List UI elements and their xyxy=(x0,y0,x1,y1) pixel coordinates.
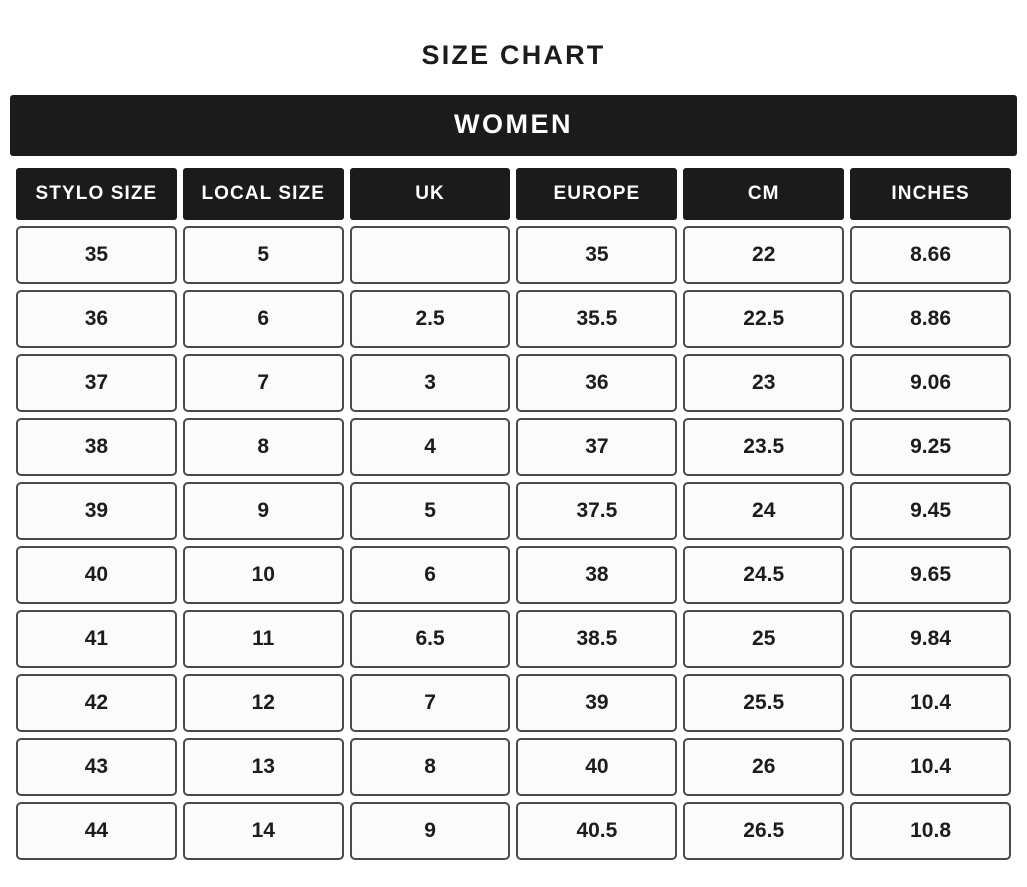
table-row xyxy=(16,802,1011,860)
cell-cm: 26.5 xyxy=(683,802,844,860)
table-row xyxy=(16,354,1011,412)
cell-stylo-size: 35 xyxy=(16,226,177,284)
cell-europe: 38 xyxy=(516,546,677,604)
table-row xyxy=(16,546,1011,604)
cell-inches: 8.86 xyxy=(850,290,1011,348)
table-row xyxy=(16,674,1011,732)
cell-europe: 37 xyxy=(516,418,677,476)
table-row xyxy=(16,738,1011,796)
cell-cm: 24 xyxy=(683,482,844,540)
cell-inches: 8.66 xyxy=(850,226,1011,284)
cell-cm: 25 xyxy=(683,610,844,668)
cell-uk: 2.5 xyxy=(350,290,511,348)
table-header-row xyxy=(16,168,1011,220)
cell-europe: 40 xyxy=(516,738,677,796)
cell-stylo-size: 36 xyxy=(16,290,177,348)
page-title: SIZE CHART xyxy=(421,40,606,70)
cell-inches: 9.06 xyxy=(850,354,1011,412)
cell-inches: 9.65 xyxy=(850,546,1011,604)
cell-stylo-size: 40 xyxy=(16,546,177,604)
cell-uk: 9 xyxy=(350,802,511,860)
cell-local-size: 10 xyxy=(183,546,344,604)
cell-local-size: 9 xyxy=(183,482,344,540)
cell-europe: 38.5 xyxy=(516,610,677,668)
section-banner-women: WOMEN xyxy=(10,95,1017,156)
cell-inches: 9.45 xyxy=(850,482,1011,540)
cell-europe: 37.5 xyxy=(516,482,677,540)
cell-europe: 35.5 xyxy=(516,290,677,348)
cell-stylo-size: 43 xyxy=(16,738,177,796)
table-row xyxy=(16,290,1011,348)
column-header-cm: CM xyxy=(683,168,844,220)
cell-local-size: 6 xyxy=(183,290,344,348)
cell-europe: 40.5 xyxy=(516,802,677,860)
size-chart-table xyxy=(10,162,1017,866)
table-row xyxy=(16,482,1011,540)
cell-stylo-size: 39 xyxy=(16,482,177,540)
column-header-europe: EUROPE xyxy=(516,168,677,220)
cell-cm: 24.5 xyxy=(683,546,844,604)
cell-uk: 8 xyxy=(350,738,511,796)
cell-local-size: 13 xyxy=(183,738,344,796)
cell-cm: 23 xyxy=(683,354,844,412)
cell-local-size: 5 xyxy=(183,226,344,284)
cell-uk: 6 xyxy=(350,546,511,604)
cell-europe: 39 xyxy=(516,674,677,732)
table-row xyxy=(16,226,1011,284)
cell-local-size: 8 xyxy=(183,418,344,476)
column-header-local-size: LOCAL SIZE xyxy=(183,168,344,220)
cell-cm: 22 xyxy=(683,226,844,284)
cell-uk: 5 xyxy=(350,482,511,540)
cell-uk: 6.5 xyxy=(350,610,511,668)
cell-local-size: 7 xyxy=(183,354,344,412)
cell-cm: 23.5 xyxy=(683,418,844,476)
table-row xyxy=(16,418,1011,476)
cell-local-size: 14 xyxy=(183,802,344,860)
column-header-stylo-size: STYLO SIZE xyxy=(16,168,177,220)
cell-inches: 9.25 xyxy=(850,418,1011,476)
cell-uk: 7 xyxy=(350,674,511,732)
cell-stylo-size: 37 xyxy=(16,354,177,412)
cell-europe: 36 xyxy=(516,354,677,412)
cell-uk xyxy=(350,226,511,284)
table-body xyxy=(16,226,1011,860)
cell-cm: 22.5 xyxy=(683,290,844,348)
table-row xyxy=(16,610,1011,668)
cell-cm: 26 xyxy=(683,738,844,796)
cell-europe: 35 xyxy=(516,226,677,284)
cell-uk: 4 xyxy=(350,418,511,476)
column-header-inches: INCHES xyxy=(850,168,1011,220)
cell-local-size: 11 xyxy=(183,610,344,668)
cell-local-size: 12 xyxy=(183,674,344,732)
cell-uk: 3 xyxy=(350,354,511,412)
column-header-uk: UK xyxy=(350,168,511,220)
cell-inches: 10.4 xyxy=(850,674,1011,732)
cell-inches: 10.8 xyxy=(850,802,1011,860)
cell-stylo-size: 42 xyxy=(16,674,177,732)
cell-stylo-size: 44 xyxy=(16,802,177,860)
cell-cm: 25.5 xyxy=(683,674,844,732)
cell-inches: 9.84 xyxy=(850,610,1011,668)
cell-stylo-size: 41 xyxy=(16,610,177,668)
cell-inches: 10.4 xyxy=(850,738,1011,796)
cell-stylo-size: 38 xyxy=(16,418,177,476)
